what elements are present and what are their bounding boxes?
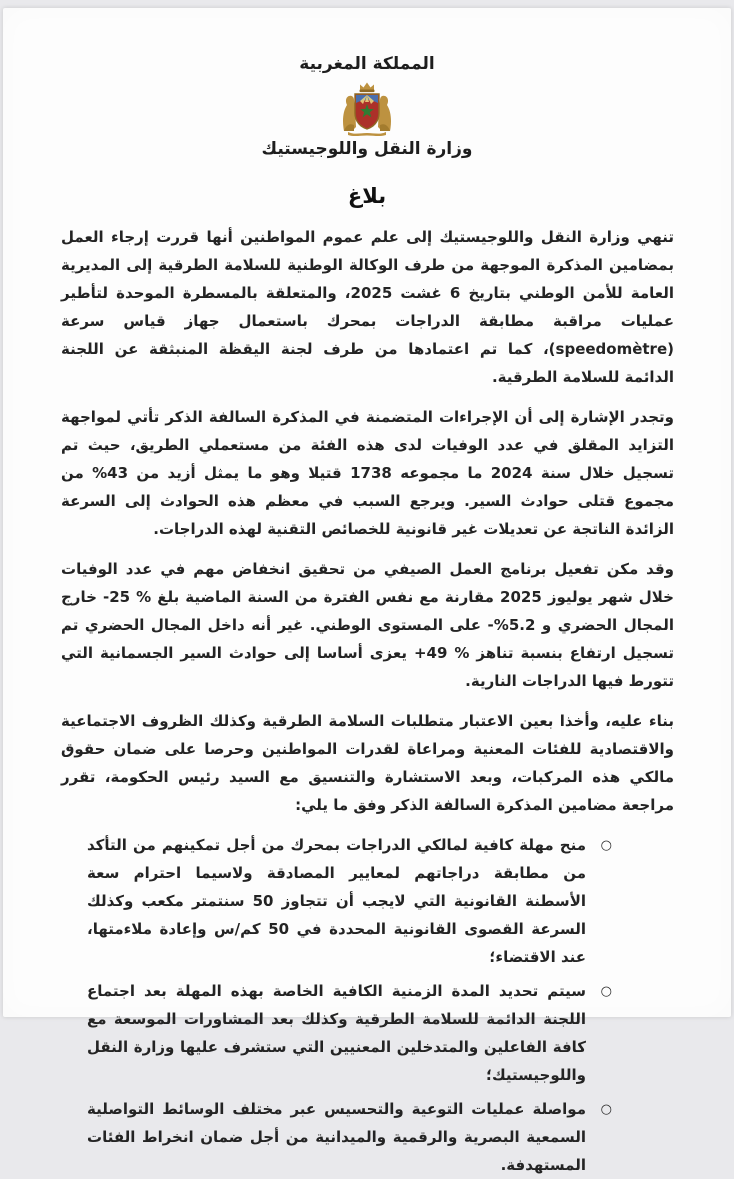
body-paragraph-3: وقد مكن تفعيل برنامج العمل الصيفي من تحقيق انخفاض مهم في عدد الوفيات خلال شهر يوليوز 2025 مقارنة مع نفس الفترة من السنة الماضية بلغ % 25- خارج المجال الحضري و 5.2%- على المستوى الوطني. غير أنه داخل المجال الحضري تم تسجيل ارتفاع بنسبة تناهز % 49+ يعزى أساسا إلى حوادث السير الجسمانية التي تتورط فيها الدراجات النارية. (61, 560, 674, 690)
morocco-coat-of-arms-icon (338, 81, 396, 137)
bullet-list (61, 831, 674, 1179)
bullet-circle-icon: ○ (600, 1102, 612, 1117)
ministry-title: وزارة النقل واللوجيستيك (261, 139, 473, 159)
list-item-2 (87, 977, 612, 1089)
kingdom-title: المملكة المغربية (299, 54, 435, 74)
list-item-3 (87, 1095, 612, 1179)
communique-title: بلاغ (347, 184, 387, 208)
shield-shape (355, 94, 379, 129)
bullet-text-2: سيتم تحديد المدة الزمنية الكافية الخاصة بهذه المهلة بعد اجتماع اللجنة الدائمة للسلامة الطرقية وكذلك بعد المشاورات الموسعة مع كافة الفاعلين والمتدخلين المعنيين التي ستشرف عليها وزارة النقل واللوجيستيك؛ (87, 982, 586, 1084)
ribbon-shape (348, 132, 386, 136)
document-header (3, 8, 731, 208)
document-page (3, 8, 731, 1174)
bullet-circle-icon: ○ (600, 984, 612, 999)
bullet-circle-icon: ○ (600, 838, 612, 853)
body-paragraph-4: بناء عليه، وأخذا بعين الاعتبار متطلبات السلامة الطرقية وكذلك الظروف الاجتماعية والاقتصادية للفئات المعنية ومراعاة لقدرات المواطنين وحرصا على ضمان حقوق مالكي هذه المركبات، وبعد الاستشارة والتنسيق مع السيد رئيس الحكومة، تقرر مراجعة مضامين المذكرة السالفة الذكر وفق ما يلي: (61, 712, 674, 814)
document-body (3, 208, 731, 1179)
lion-left (343, 96, 356, 131)
crown-shape (360, 83, 375, 93)
bullet-text-3: مواصلة عمليات التوعية والتحسيس عبر مختلف الوسائط التواصلية السمعية البصرية والرقمية والميدانية من أجل ضمان انخراط الفئات المستهدفة. (87, 1100, 586, 1174)
lion-right (378, 96, 391, 131)
bullet-text-1: منح مهلة كافية لمالكي الدراجات بمحرك من أجل تمكينهم من التأكد من مطابقة دراجاتهم لمعايير المصادقة ولاسيما احترام سعة الأسطنة القانونية التي لايجب أن تتجاوز 50 سنتمتر مكعب وكذلك السرعة القصوى القانونية المحددة في 50 كم/س وإعادة ملاءمتها، عند الاقتضاء؛ (87, 836, 586, 966)
body-paragraph-1: تنهي وزارة النقل واللوجيستيك إلى علم عموم المواطنين أنها قررت إرجاء العمل بمضامين المذكرة الموجهة من طرف الوكالة الوطنية للسلامة الطرقية إلى المديرية العامة للأمن الوطني بتاريخ 6 غشت 2025، والمتعلقة بالمسطرة الموحدة لتأطير عمليات مراقبة مطابقة الدراجات بمحرك باستعمال جهاز قياس سرعة (speedomètre)، كما تم اعتمادها من طرف لجنة اليقظة المنبثقة عن اللجنة الدائمة للسلامة الطرقية. (61, 228, 674, 386)
body-paragraph-2: وتجدر الإشارة إلى أن الإجراءات المتضمنة في المذكرة السالفة الذكر تأتي لمواجهة التزايد المقلق في عدد الوفيات لدى هذه الفئة من مستعملي الطريق، حيث تم تسجيل خلال سنة 2024 ما مجموعه 1738 قتيلا وهو ما يمثل أزيد من 43% من مجموع قتلى حوادث السير. ويرجع السبب في معظم هذه الحوادث إلى السرعة الزائدة الناتجة عن تعديلات غير قانونية للخصائص التقنية لهذه الدراجات. (61, 408, 674, 538)
list-item-1 (87, 831, 612, 971)
